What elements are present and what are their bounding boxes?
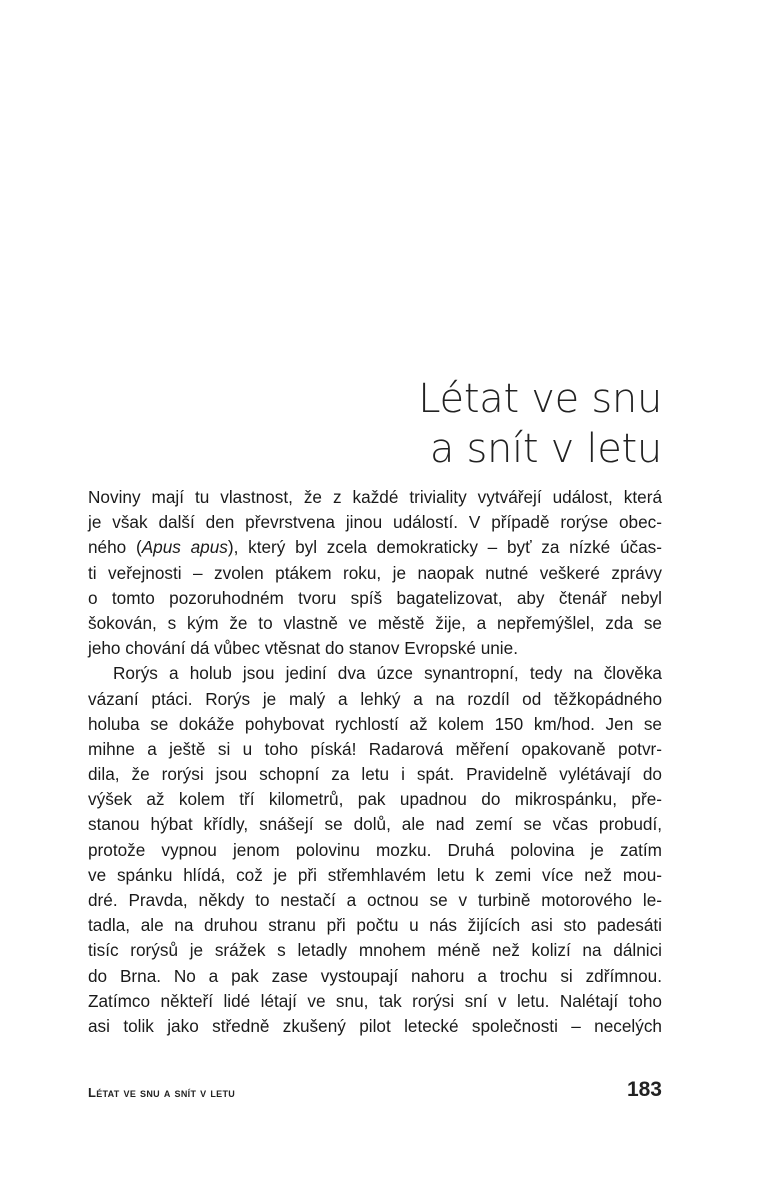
running-footer-title: Létat ve snu a snít v letu	[88, 1085, 236, 1100]
text-line: šokován, s kým že to vlastně ve městě žije, a nepřemýšlel, zda se	[88, 612, 662, 633]
text-line: mihne a ještě si u toho píská! Radarová měření opakovaně potvr-	[88, 738, 662, 759]
body-text	[88, 485, 662, 1039]
text-line: Rorýs a holub jsou jediní dva úzce synantropní, tedy na člověka	[113, 663, 662, 684]
text-line: asi tolik jako středně zkušený pilot letecké společnosti – necelých	[88, 1015, 662, 1036]
text-line: holuba se dokáže pohybovat rychlostí až kolem 150 km/hod. Jen se	[88, 713, 662, 734]
text-line: o tomto pozoruhodném tvoru spíš bagatelizovat, aby čtenář nebyl	[88, 587, 662, 608]
text-line: ve spánku hlídá, což je při střemhlavém letu k zemi více než mou-	[88, 864, 662, 885]
text-line: tisíc rorýsů je srážek s letadly mnohem méně než kolizí na dálnici	[88, 940, 662, 961]
page-number: 183	[626, 1078, 662, 1101]
chapter-title	[162, 374, 662, 474]
text-line: je však další den převrstvena jinou událostí. V případě rorýse obec-	[88, 512, 662, 533]
text-line: dila, že rorýsi jsou schopní za letu i spát. Pravidelně vylétávají do	[88, 764, 662, 785]
paragraph-1	[88, 485, 662, 661]
chapter-title-line-1: Létat ve snu	[418, 376, 662, 422]
text-line: ného (Apus apus), který byl zcela demokraticky – byť za nízké účas-	[88, 537, 662, 558]
text-line: ti veřejnosti – zvolen ptákem roku, je naopak nutné veškeré zprávy	[88, 562, 662, 583]
text-line: do Brna. No a pak zase vystoupají nahoru a trochu si zdřímnou.	[88, 965, 662, 986]
text-line: tadla, ale na druhou stranu při počtu u nás žijících asi sto padesáti	[88, 915, 662, 936]
text-line: protože vypnou jenom polovinu mozku. Druhá polovina je zatím	[88, 839, 662, 860]
text-line: stanou hýbat křídly, snášejí se dolů, ale nad zemí se včas probudí,	[88, 814, 662, 835]
text-line: vázaní ptáci. Rorýs je malý a lehký a na rozdíl od těžkopádného	[88, 688, 662, 709]
text-line: Noviny mají tu vlastnost, že z každé triviality vytvářejí událost, která	[88, 487, 662, 507]
text-line: jeho chování dá vůbec vtěsnat do stanov Evropské unie.	[88, 638, 518, 659]
text-line: dré. Pravda, někdy to nestačí a octnou se v turbině motorového le-	[88, 890, 662, 910]
chapter-title-line-2: a snít v letu	[429, 426, 662, 472]
text-line: Zatímco někteří lidé létají ve snu, tak rorýsi sní v letu. Nalétají toho	[88, 990, 662, 1011]
text-line: výšek až kolem tří kilometrů, pak upadnou do mikrospánku, pře-	[88, 789, 662, 810]
paragraph-2	[88, 661, 662, 1039]
